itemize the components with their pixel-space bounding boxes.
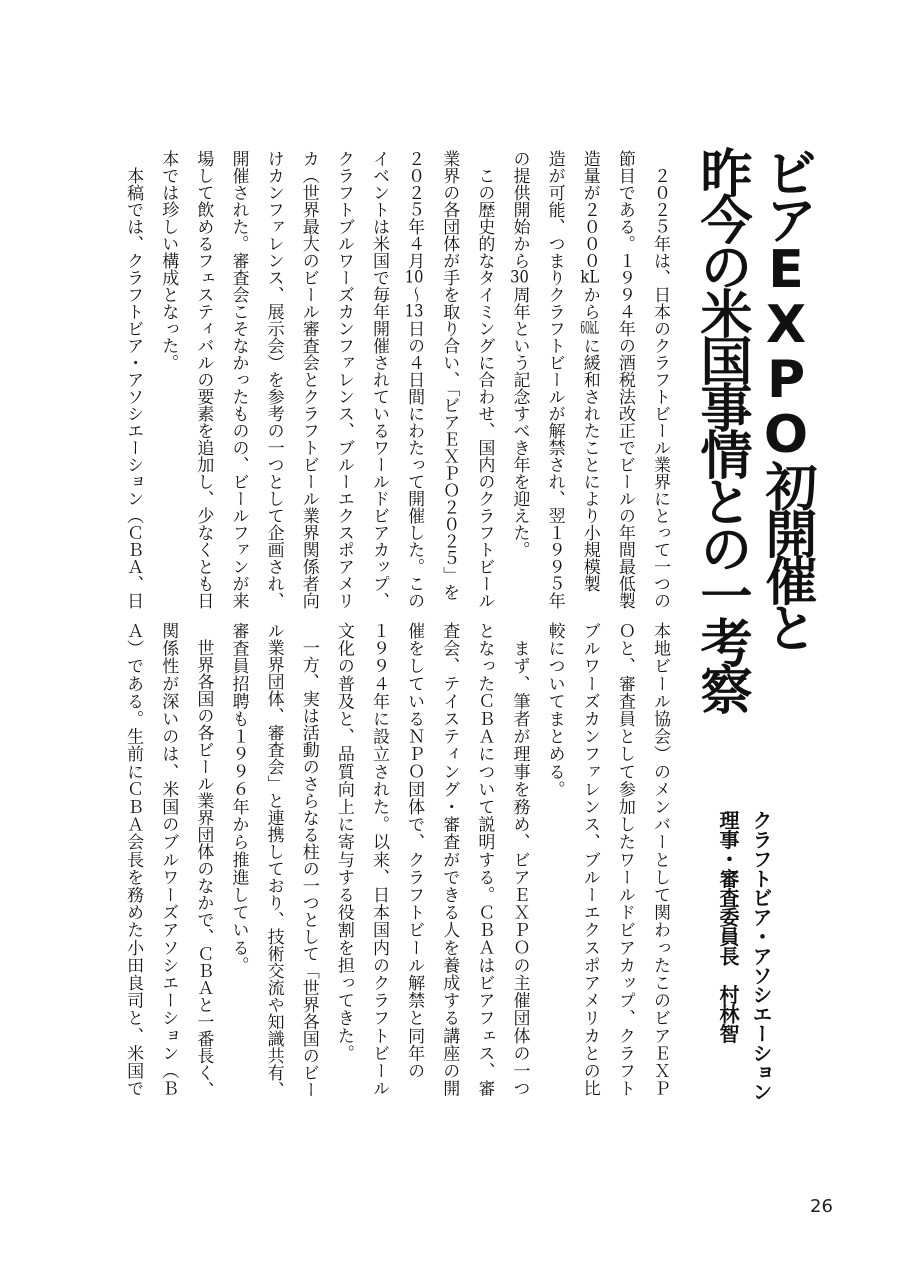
text-column: 業界の各団体が手を取り合い、「ビアＥＸＰＯ２０２５」を	[439, 150, 460, 601]
text-column: Ｏと、審査員として参加したワールドビアカップ、クラフト	[614, 622, 635, 1098]
text-column: この歴史的なタイミングに合わせ、国内のクラフトビール	[474, 150, 495, 609]
title-line-1: ビアEXPO初開催と	[756, 146, 816, 648]
text-column: 世界各国の各ビール業界団体のなかで、ＣＢＡと一番長く、	[193, 622, 214, 1098]
text-column: 造量が２０００kLから60kLに緩和されたことにより小規模製	[579, 150, 600, 592]
text-column: ２０２５年は、日本のクラフトビール業界にとって一つの	[650, 150, 670, 609]
text-column: ル業界団体、審査会」と連携しており、技術交流や知識共有、	[263, 622, 284, 1098]
text-column: の提供開始から30周年という記念すべき年を迎えた。	[509, 150, 530, 558]
author-organization: クラフトビア・アソシエーション	[749, 810, 773, 1102]
text-column: 較についてまとめる。	[544, 622, 565, 798]
author-role-name: 理事・審査委員長 村林智	[716, 810, 740, 1043]
text-column: まず、筆者が理事を務め、ビアＥＸＰＯの主催団体の一つ	[509, 622, 530, 1098]
page-number: 26	[810, 1196, 833, 1217]
text-column: 催をしているＮＰＯ団体で、クラフトビール解禁と同年の	[404, 622, 425, 1080]
text-column: 審査員招聘も１９９６年から推進している。	[228, 622, 249, 974]
text-column: 節目である。１９９４年の酒税法改正でビールの年間最低製	[614, 150, 635, 609]
article-title	[688, 146, 818, 746]
text-column: 本地ビール協会）のメンバーとして関わったこのビアＥＸＰ	[650, 622, 670, 1098]
text-column: 一方、実は活動のさらなる柱の一つとして「世界各国のビー	[298, 622, 319, 1098]
text-column: 場して飲めるフェスティバルの要素を追加し、少なくとも日	[193, 150, 214, 609]
text-column: 関係性が深いのは、米国のブルワーズアソシエーション（Ｂ	[158, 622, 179, 1098]
article-body-lower	[115, 622, 677, 1122]
article-body-upper	[115, 150, 677, 620]
text-column: 開催された。審査会こそなかったものの、ビールファンが来	[228, 150, 249, 609]
text-column: １９９４年に設立された。以来、日本国内のクラフトビール	[369, 622, 389, 1098]
text-column: ブルワーズカンファレンス、ブルーエクスポアメリカとの比	[579, 622, 600, 1098]
text-column: 査会、テイスティング・審査ができる人を養成する講座の開	[439, 622, 460, 1098]
text-column: 文化の普及と、品質向上に寄与する役割を担ってきた。	[333, 622, 354, 1062]
author-byline	[711, 810, 777, 1130]
text-column: イベントは米国で毎年開催されているワールドビアカップ、	[369, 150, 389, 609]
text-column: 造が可能、つまりクラフトビールが解禁され、翌１９９５年	[544, 150, 565, 609]
text-column: 本では珍しい構成となった。	[158, 150, 179, 371]
text-column: となったＣＢＡについて説明する。ＣＢＡはビアフェス、審	[474, 622, 495, 1098]
text-column: 本稿では、クラフトビア・アソシエーション（ＣＢＡ、日	[123, 150, 144, 609]
text-column: Ａ）である。生前にＣＢＡ会長を務めた小田良司と、米国で	[123, 622, 144, 1098]
title-line-2: 昨今の米国事情との一考察	[691, 146, 751, 710]
text-column: ２０２５年４月10～13日の４日間にわたって開催した。この	[404, 150, 425, 609]
text-column: けカンファレンス、展示会）を参考の一つとして企画され、	[263, 150, 284, 609]
text-column: クラフトブルワーズカンファレンス、ブルーエクスポアメリ	[333, 150, 354, 609]
text-column: カ（世界最大のビール審査会とクラフトビール業界関係者向	[298, 150, 319, 609]
